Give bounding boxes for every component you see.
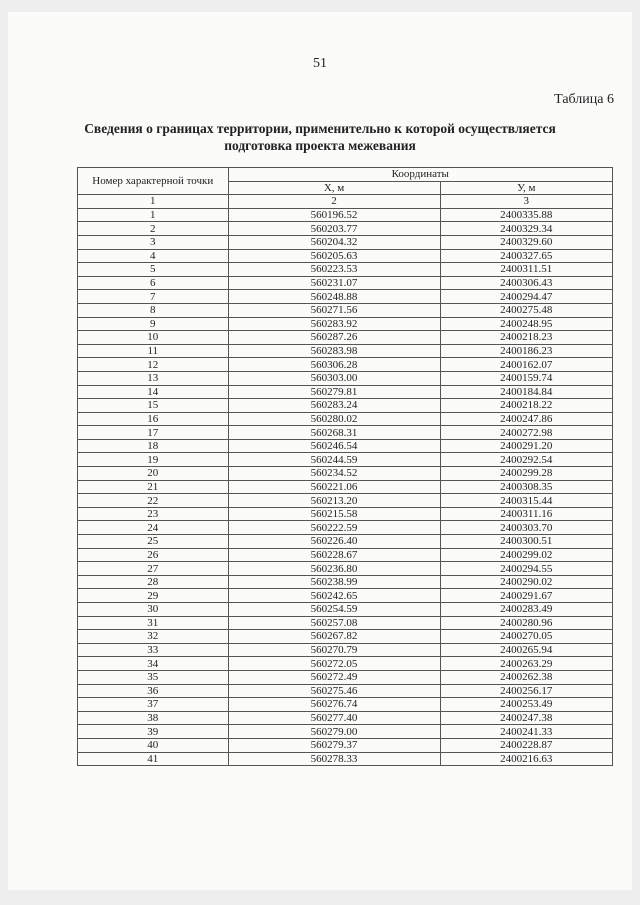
table-row xyxy=(78,426,613,440)
point-number-cell: 14 xyxy=(78,385,229,399)
table-row xyxy=(78,616,613,630)
x-coordinate-cell: 560196.52 xyxy=(228,208,440,222)
point-number-cell: 10 xyxy=(78,331,229,345)
point-number-cell: 20 xyxy=(78,467,229,481)
x-coordinate-cell: 560278.33 xyxy=(228,752,440,766)
y-coordinate-cell: 2400292.54 xyxy=(440,453,612,467)
x-coordinate-cell: 560287.26 xyxy=(228,331,440,345)
header-y: У, м xyxy=(440,181,612,195)
x-coordinate-cell: 560248.88 xyxy=(228,290,440,304)
x-coordinate-cell: 560279.81 xyxy=(228,385,440,399)
table-row xyxy=(78,344,613,358)
table-row xyxy=(78,208,613,222)
table-row xyxy=(78,562,613,576)
table-row xyxy=(78,548,613,562)
y-coordinate-cell: 2400228.87 xyxy=(440,738,612,752)
x-coordinate-cell: 560267.82 xyxy=(228,630,440,644)
table-row xyxy=(78,358,613,372)
x-coordinate-cell: 560303.00 xyxy=(228,371,440,385)
table-row xyxy=(78,303,613,317)
x-coordinate-cell: 560279.37 xyxy=(228,738,440,752)
x-coordinate-cell: 560226.40 xyxy=(228,535,440,549)
table-row xyxy=(78,589,613,603)
point-number-cell: 17 xyxy=(78,426,229,440)
table-row xyxy=(78,317,613,331)
y-coordinate-cell: 2400280.96 xyxy=(440,616,612,630)
x-coordinate-cell: 560276.74 xyxy=(228,698,440,712)
y-coordinate-cell: 2400283.49 xyxy=(440,603,612,617)
x-coordinate-cell: 560236.80 xyxy=(228,562,440,576)
x-coordinate-cell: 560268.31 xyxy=(228,426,440,440)
point-number-cell: 39 xyxy=(78,725,229,739)
y-coordinate-cell: 2400311.51 xyxy=(440,263,612,277)
x-coordinate-cell: 560204.32 xyxy=(228,235,440,249)
table-row xyxy=(78,657,613,671)
table-row xyxy=(78,752,613,766)
y-coordinate-cell: 2400275.48 xyxy=(440,303,612,317)
index-cell: 2 xyxy=(228,195,440,209)
table-row xyxy=(78,249,613,263)
point-number-cell: 28 xyxy=(78,575,229,589)
y-coordinate-cell: 2400329.60 xyxy=(440,235,612,249)
point-number-cell: 35 xyxy=(78,670,229,684)
document-page xyxy=(8,12,632,890)
point-number-cell: 13 xyxy=(78,371,229,385)
y-coordinate-cell: 2400262.38 xyxy=(440,670,612,684)
table-row xyxy=(78,331,613,345)
point-number-cell: 1 xyxy=(78,208,229,222)
page-number: 51 xyxy=(313,56,327,71)
y-coordinate-cell: 2400186.23 xyxy=(440,344,612,358)
y-coordinate-cell: 2400306.43 xyxy=(440,276,612,290)
table-label: Таблица 6 xyxy=(554,92,614,107)
x-coordinate-cell: 560275.46 xyxy=(228,684,440,698)
table-row xyxy=(78,412,613,426)
header-coordinates: Координаты xyxy=(228,168,613,182)
x-coordinate-cell: 560283.98 xyxy=(228,344,440,358)
table-row xyxy=(78,507,613,521)
x-coordinate-cell: 560205.63 xyxy=(228,249,440,263)
table-row xyxy=(78,698,613,712)
y-coordinate-cell: 2400311.16 xyxy=(440,507,612,521)
point-number-cell: 16 xyxy=(78,412,229,426)
y-coordinate-cell: 2400291.20 xyxy=(440,439,612,453)
table-row xyxy=(78,453,613,467)
x-coordinate-cell: 560242.65 xyxy=(228,589,440,603)
y-coordinate-cell: 2400216.63 xyxy=(440,752,612,766)
index-cell: 3 xyxy=(440,195,612,209)
point-number-cell: 2 xyxy=(78,222,229,236)
x-coordinate-cell: 560238.99 xyxy=(228,575,440,589)
point-number-cell: 41 xyxy=(78,752,229,766)
table-row xyxy=(78,725,613,739)
y-coordinate-cell: 2400335.88 xyxy=(440,208,612,222)
y-coordinate-cell: 2400218.22 xyxy=(440,399,612,413)
table-body xyxy=(78,208,613,765)
table-row xyxy=(78,535,613,549)
point-number-cell: 4 xyxy=(78,249,229,263)
y-coordinate-cell: 2400327.65 xyxy=(440,249,612,263)
x-coordinate-cell: 560223.53 xyxy=(228,263,440,277)
y-coordinate-cell: 2400329.34 xyxy=(440,222,612,236)
point-number-cell: 5 xyxy=(78,263,229,277)
y-coordinate-cell: 2400272.98 xyxy=(440,426,612,440)
point-number-cell: 33 xyxy=(78,643,229,657)
point-number-cell: 32 xyxy=(78,630,229,644)
y-coordinate-cell: 2400270.05 xyxy=(440,630,612,644)
y-coordinate-cell: 2400218.23 xyxy=(440,331,612,345)
header-x: X, м xyxy=(228,181,440,195)
point-number-cell: 7 xyxy=(78,290,229,304)
table-row xyxy=(78,494,613,508)
y-coordinate-cell: 2400162.07 xyxy=(440,358,612,372)
point-number-cell: 29 xyxy=(78,589,229,603)
y-coordinate-cell: 2400294.55 xyxy=(440,562,612,576)
table-row xyxy=(78,738,613,752)
table-row xyxy=(78,263,613,277)
table-row xyxy=(78,399,613,413)
x-coordinate-cell: 560280.02 xyxy=(228,412,440,426)
y-coordinate-cell: 2400256.17 xyxy=(440,684,612,698)
point-number-cell: 24 xyxy=(78,521,229,535)
table-row xyxy=(78,235,613,249)
y-coordinate-cell: 2400303.70 xyxy=(440,521,612,535)
y-coordinate-cell: 2400294.47 xyxy=(440,290,612,304)
table-row xyxy=(78,439,613,453)
point-number-cell: 9 xyxy=(78,317,229,331)
point-number-cell: 31 xyxy=(78,616,229,630)
x-coordinate-cell: 560246.54 xyxy=(228,439,440,453)
point-number-cell: 15 xyxy=(78,399,229,413)
x-coordinate-cell: 560203.77 xyxy=(228,222,440,236)
table-row xyxy=(78,222,613,236)
coordinates-table xyxy=(77,167,613,766)
point-number-cell: 3 xyxy=(78,235,229,249)
point-number-cell: 19 xyxy=(78,453,229,467)
point-number-cell: 8 xyxy=(78,303,229,317)
point-number-cell: 23 xyxy=(78,507,229,521)
point-number-cell: 36 xyxy=(78,684,229,698)
x-coordinate-cell: 560272.49 xyxy=(228,670,440,684)
index-cell: 1 xyxy=(78,195,229,209)
table-row xyxy=(78,630,613,644)
y-coordinate-cell: 2400247.38 xyxy=(440,711,612,725)
x-coordinate-cell: 560270.79 xyxy=(228,643,440,657)
y-coordinate-cell: 2400290.02 xyxy=(440,575,612,589)
table-row xyxy=(78,371,613,385)
header-point-number: Номер характерной точки xyxy=(78,168,229,195)
y-coordinate-cell: 2400263.29 xyxy=(440,657,612,671)
table-row xyxy=(78,670,613,684)
x-coordinate-cell: 560228.67 xyxy=(228,548,440,562)
table-row xyxy=(78,643,613,657)
x-coordinate-cell: 560234.52 xyxy=(228,467,440,481)
y-coordinate-cell: 2400265.94 xyxy=(440,643,612,657)
table-row xyxy=(78,385,613,399)
x-coordinate-cell: 560222.59 xyxy=(228,521,440,535)
point-number-cell: 18 xyxy=(78,439,229,453)
x-coordinate-cell: 560306.28 xyxy=(228,358,440,372)
x-coordinate-cell: 560283.92 xyxy=(228,317,440,331)
table-row xyxy=(78,467,613,481)
title-line-2: подготовка проекта межевания xyxy=(224,138,416,153)
y-coordinate-cell: 2400315.44 xyxy=(440,494,612,508)
x-coordinate-cell: 560283.24 xyxy=(228,399,440,413)
y-coordinate-cell: 2400248.95 xyxy=(440,317,612,331)
point-number-cell: 37 xyxy=(78,698,229,712)
point-number-cell: 21 xyxy=(78,480,229,494)
table-row xyxy=(78,711,613,725)
y-coordinate-cell: 2400300.51 xyxy=(440,535,612,549)
x-coordinate-cell: 560271.56 xyxy=(228,303,440,317)
table-row xyxy=(78,480,613,494)
y-coordinate-cell: 2400299.02 xyxy=(440,548,612,562)
point-number-cell: 34 xyxy=(78,657,229,671)
table-row xyxy=(78,521,613,535)
table-title xyxy=(8,120,632,154)
x-coordinate-cell: 560279.00 xyxy=(228,725,440,739)
x-coordinate-cell: 560221.06 xyxy=(228,480,440,494)
y-coordinate-cell: 2400253.49 xyxy=(440,698,612,712)
point-number-cell: 26 xyxy=(78,548,229,562)
table-row xyxy=(78,575,613,589)
y-coordinate-cell: 2400299.28 xyxy=(440,467,612,481)
title-line-1: Сведения о границах территории, применительно к которой осуществляется xyxy=(84,121,556,136)
point-number-cell: 27 xyxy=(78,562,229,576)
point-number-cell: 40 xyxy=(78,738,229,752)
x-coordinate-cell: 560215.58 xyxy=(228,507,440,521)
x-coordinate-cell: 560257.08 xyxy=(228,616,440,630)
y-coordinate-cell: 2400308.35 xyxy=(440,480,612,494)
table-row xyxy=(78,603,613,617)
y-coordinate-cell: 2400291.67 xyxy=(440,589,612,603)
point-number-cell: 38 xyxy=(78,711,229,725)
point-number-cell: 12 xyxy=(78,358,229,372)
y-coordinate-cell: 2400184.84 xyxy=(440,385,612,399)
point-number-cell: 22 xyxy=(78,494,229,508)
table-row xyxy=(78,276,613,290)
point-number-cell: 6 xyxy=(78,276,229,290)
point-number-cell: 30 xyxy=(78,603,229,617)
table-row xyxy=(78,290,613,304)
table-row xyxy=(78,684,613,698)
x-coordinate-cell: 560254.59 xyxy=(228,603,440,617)
y-coordinate-cell: 2400241.33 xyxy=(440,725,612,739)
point-number-cell: 25 xyxy=(78,535,229,549)
x-coordinate-cell: 560272.05 xyxy=(228,657,440,671)
point-number-cell: 11 xyxy=(78,344,229,358)
y-coordinate-cell: 2400159.74 xyxy=(440,371,612,385)
x-coordinate-cell: 560244.59 xyxy=(228,453,440,467)
y-coordinate-cell: 2400247.86 xyxy=(440,412,612,426)
x-coordinate-cell: 560231.07 xyxy=(228,276,440,290)
x-coordinate-cell: 560213.20 xyxy=(228,494,440,508)
x-coordinate-cell: 560277.40 xyxy=(228,711,440,725)
